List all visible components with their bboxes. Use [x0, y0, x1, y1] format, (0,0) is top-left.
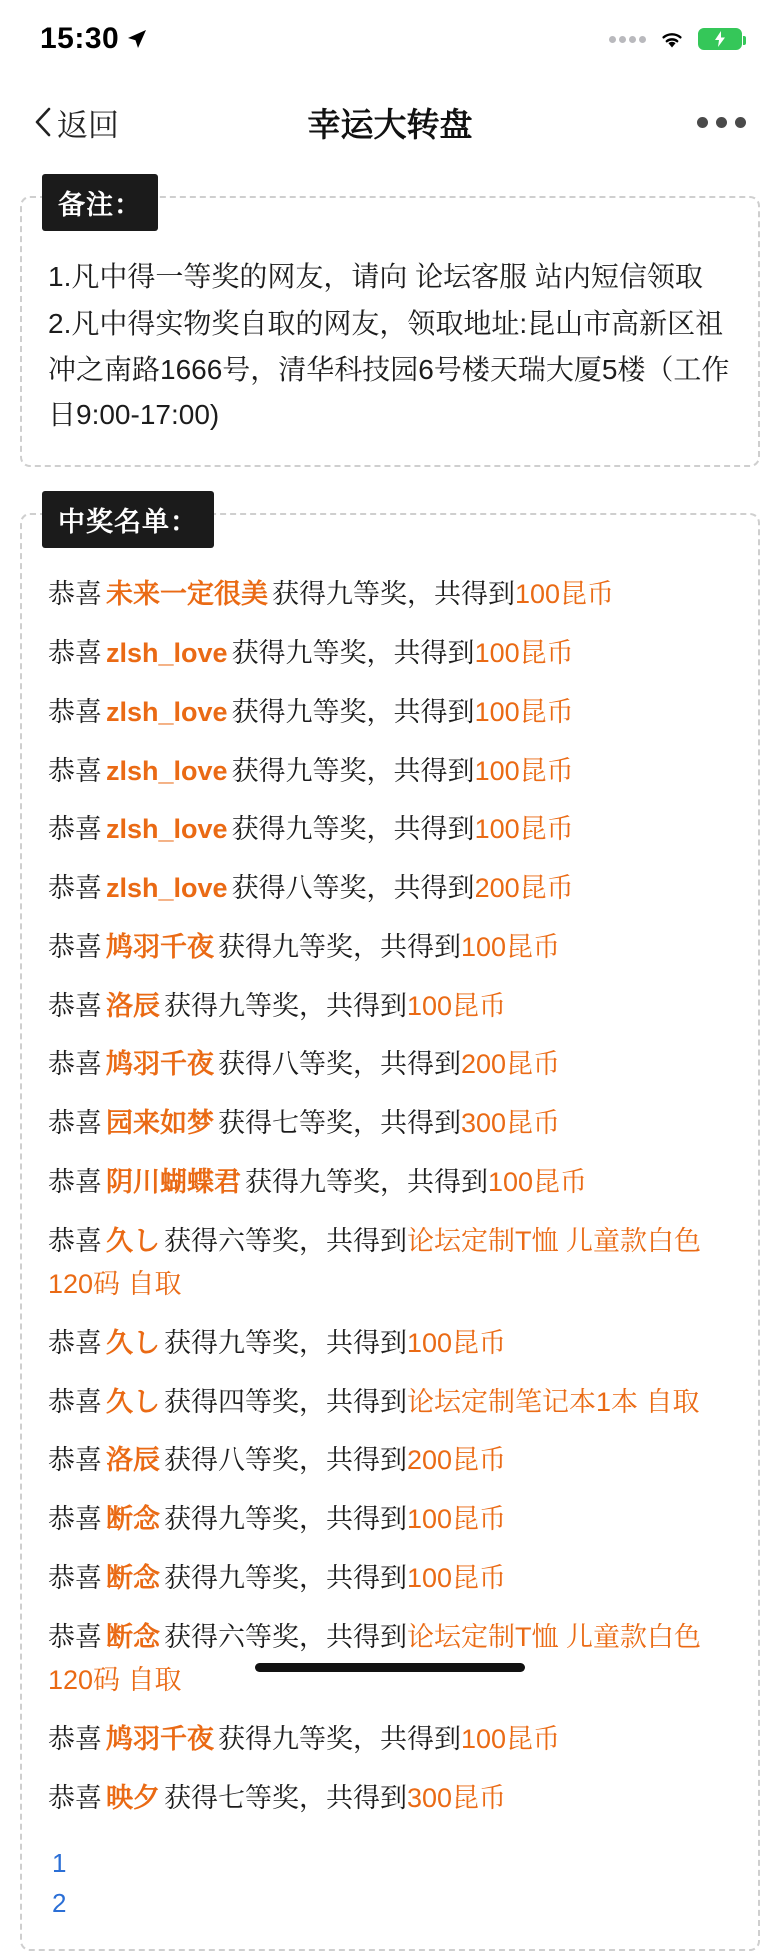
winner-prize: 200昆币 — [407, 1445, 507, 1476]
status-time: 15:30 — [40, 22, 120, 55]
home-indicator — [255, 1663, 525, 1672]
winner-row — [48, 1777, 732, 1821]
winner-prize: 300昆币 — [407, 1782, 507, 1813]
winner-row — [48, 1102, 732, 1146]
winner-grade: 获得九等奖，共得到 — [164, 1504, 407, 1535]
winner-grade: 获得八等奖，共得到 — [218, 1049, 461, 1080]
winner-prize: 100昆币 — [515, 579, 615, 610]
winner-row — [48, 808, 732, 852]
winner-prize: 100昆币 — [407, 1562, 507, 1593]
winner-prefix: 恭喜 — [48, 990, 102, 1021]
winner-row — [48, 1439, 732, 1483]
winner-prize: 100昆币 — [407, 1327, 507, 1358]
winner-row — [48, 573, 732, 617]
winner-grade: 获得七等奖，共得到 — [218, 1108, 461, 1139]
winner-prize: 100昆币 — [407, 990, 507, 1021]
winner-prize: 100昆币 — [407, 1504, 507, 1535]
winner-prize: 100昆币 — [474, 696, 574, 727]
winner-prefix: 恭喜 — [48, 755, 102, 786]
winner-grade: 获得六等奖，共得到 — [164, 1621, 407, 1652]
winner-grade: 获得四等奖，共得到 — [164, 1386, 407, 1417]
winner-grade: 获得七等奖，共得到 — [164, 1782, 407, 1813]
winner-grade: 获得九等奖，共得到 — [164, 990, 407, 1021]
winner-prefix: 恭喜 — [48, 814, 102, 845]
winner-prefix: 恭喜 — [48, 1108, 102, 1139]
winner-name: 断念 — [106, 1621, 160, 1652]
winner-prefix: 恭喜 — [48, 1504, 102, 1535]
winner-grade: 获得九等奖，共得到 — [164, 1562, 407, 1593]
more-options-button[interactable] — [697, 117, 746, 128]
chevron-left-icon — [34, 107, 51, 137]
winner-name: 鸠羽千夜 — [106, 1724, 214, 1755]
winner-row — [48, 750, 732, 794]
signal-dots-icon — [609, 36, 646, 43]
pagination-link[interactable]: 1 — [52, 1847, 67, 1878]
winner-grade: 获得九等奖，共得到 — [245, 1166, 488, 1197]
note-panel-body — [48, 254, 732, 437]
winner-name: 久し — [106, 1386, 160, 1417]
winner-prize: 论坛定制笔记本1本 自取 — [407, 1386, 700, 1417]
winner-prize: 论坛定制T恤 儿童款白色120码 自取 — [48, 1225, 701, 1300]
winner-name: 断念 — [106, 1504, 160, 1535]
winner-name: 久し — [106, 1327, 160, 1358]
winner-grade: 获得九等奖，共得到 — [218, 931, 461, 962]
winner-row — [48, 1616, 732, 1703]
winner-name: zlsh_love — [106, 814, 228, 845]
winner-prize: 100昆币 — [461, 1724, 561, 1755]
winner-prize: 300昆币 — [461, 1108, 561, 1139]
winner-prize: 100昆币 — [474, 755, 574, 786]
winner-prefix: 恭喜 — [48, 1445, 102, 1476]
winner-row — [48, 1043, 732, 1087]
winner-prize: 100昆币 — [474, 814, 574, 845]
winner-prize: 100昆币 — [474, 638, 574, 669]
winner-prefix: 恭喜 — [48, 1386, 102, 1417]
winner-row — [48, 1322, 732, 1366]
winner-prize: 200昆币 — [461, 1049, 561, 1080]
winner-prefix: 恭喜 — [48, 931, 102, 962]
winner-row — [48, 632, 732, 676]
winners-panel-tag: 中奖名单： — [42, 491, 214, 548]
note-line: 2.凡中得实物奖自取的网友，领取地址:昆山市高新区祖冲之南路1666号，清华科技园6号楼天瑞大厦5楼（工作日9:00-17:00) — [48, 308, 730, 431]
winner-name: 洛辰 — [106, 1445, 160, 1476]
winner-prefix: 恭喜 — [48, 1225, 102, 1256]
winner-grade: 获得九等奖，共得到 — [164, 1327, 407, 1358]
winners-list — [48, 573, 732, 1820]
winner-name: zlsh_love — [106, 638, 228, 669]
page-title: 幸运大转盘 — [307, 105, 473, 143]
winner-prize: 100昆币 — [488, 1166, 588, 1197]
pagination[interactable] — [48, 1843, 732, 1924]
winner-row — [48, 1718, 732, 1762]
winner-row — [48, 867, 732, 911]
winner-prefix: 恭喜 — [48, 873, 102, 904]
winner-prefix: 恭喜 — [48, 1049, 102, 1080]
winner-name: 映夕 — [106, 1782, 160, 1813]
winner-row — [48, 1220, 732, 1307]
winner-name: 园来如梦 — [106, 1108, 214, 1139]
winner-grade: 获得九等奖，共得到 — [231, 696, 475, 727]
winner-grade: 获得八等奖，共得到 — [231, 873, 475, 904]
winner-prefix: 恭喜 — [48, 1621, 102, 1652]
winner-row — [48, 1557, 732, 1601]
note-panel-tag: 备注： — [42, 174, 158, 231]
winner-row — [48, 1381, 732, 1425]
winner-name: zlsh_love — [106, 873, 228, 904]
winner-prefix: 恭喜 — [48, 1327, 102, 1358]
winner-prefix: 恭喜 — [48, 1782, 102, 1813]
navigation-bar — [0, 78, 780, 166]
winner-grade: 获得八等奖，共得到 — [164, 1445, 407, 1476]
winner-name: zlsh_love — [106, 755, 228, 786]
winner-name: 久し — [106, 1225, 160, 1256]
winner-prefix: 恭喜 — [48, 638, 102, 669]
winner-name: 断念 — [106, 1562, 160, 1593]
winner-grade: 获得九等奖，共得到 — [231, 755, 475, 786]
back-label: 返回 — [57, 107, 119, 143]
winner-row — [48, 985, 732, 1029]
wifi-icon — [658, 28, 686, 50]
winner-grade: 获得九等奖，共得到 — [231, 814, 475, 845]
winner-grade: 获得九等奖，共得到 — [272, 579, 515, 610]
status-bar-right — [609, 28, 742, 50]
winner-grade: 获得九等奖，共得到 — [218, 1724, 461, 1755]
winners-panel — [20, 507, 760, 1951]
winner-name: 鸠羽千夜 — [106, 1049, 214, 1080]
pagination-link[interactable]: 2 — [52, 1887, 67, 1918]
winner-name: 阴川蝴蝶君 — [106, 1166, 241, 1197]
note-panel — [20, 190, 760, 467]
status-bar — [0, 0, 780, 78]
winner-prefix: 恭喜 — [48, 1724, 102, 1755]
winner-name: 鸠羽千夜 — [106, 931, 214, 962]
winner-prefix: 恭喜 — [48, 579, 102, 610]
battery-charging-icon — [698, 28, 742, 50]
winner-row — [48, 1161, 732, 1205]
winner-prize: 100昆币 — [461, 931, 561, 962]
winner-grade: 获得六等奖，共得到 — [164, 1225, 407, 1256]
winner-row — [48, 1498, 732, 1542]
winner-row — [48, 926, 732, 970]
winner-name: 未来一定很美 — [106, 579, 268, 610]
winner-prize: 论坛定制T恤 儿童款白色120码 自取 — [48, 1621, 701, 1696]
winner-prefix: 恭喜 — [48, 696, 102, 727]
winner-row — [48, 691, 732, 735]
winner-prefix: 恭喜 — [48, 1166, 102, 1197]
location-arrow-icon — [127, 29, 147, 49]
winner-prefix: 恭喜 — [48, 1562, 102, 1593]
winner-name: zlsh_love — [106, 696, 228, 727]
status-bar-left — [40, 22, 147, 56]
winner-grade: 获得九等奖，共得到 — [231, 638, 475, 669]
note-line: 1.凡中得一等奖的网友，请向 论坛客服 站内短信领取 — [48, 261, 703, 292]
back-button[interactable] — [34, 100, 119, 145]
winner-prize: 200昆币 — [474, 873, 574, 904]
winner-name: 洛辰 — [106, 990, 160, 1021]
